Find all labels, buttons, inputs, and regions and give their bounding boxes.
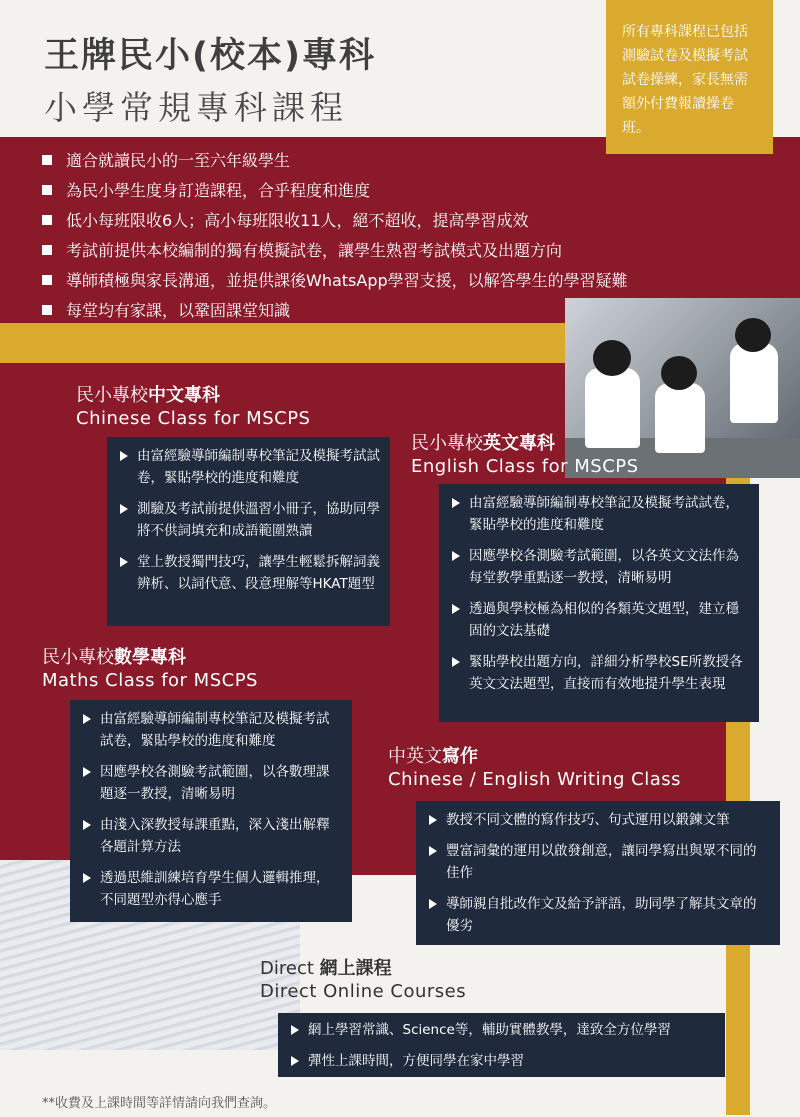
writing-point: 豐富詞彙的運用以啟發創意，讓同學寫出與眾不同的佳作: [420, 840, 768, 884]
feature-text: 為民小學生度身訂造課程，合乎程度和進度: [66, 181, 371, 200]
english-heading-en: English Class for MSCPS: [411, 456, 639, 477]
feature-text: 適合就讀民小的一至六年級學生: [66, 151, 291, 170]
feature-text: 考試前提供本校編制的獨有模擬試卷，讓學生熟習考試模式及出題方向: [66, 241, 563, 260]
triangle-bullet-icon: [120, 557, 128, 567]
maths-point: 由富經驗導師編制專校筆記及模擬考試試卷，緊貼學校的進度和難度: [74, 708, 342, 752]
chinese-heading-bold: 中文專科: [148, 385, 220, 406]
gold-bar-left: [0, 323, 12, 343]
triangle-bullet-icon: [83, 767, 91, 777]
triangle-bullet-icon: [291, 1025, 299, 1035]
triangle-bullet-icon: [83, 873, 91, 883]
feature-item: [42, 210, 628, 240]
footnote: **收費及上課時間等詳情請向我們查詢。: [42, 1096, 277, 1111]
square-bullet-icon: [42, 275, 52, 285]
feature-item: [42, 180, 628, 210]
english-point: 透過與學校極為相似的各類英文題型，建立穩固的文法基礎: [443, 598, 747, 642]
photo-student: [730, 343, 778, 423]
maths-heading-prefix: 民小專校: [42, 647, 114, 668]
triangle-bullet-icon: [452, 604, 460, 614]
square-bullet-icon: [42, 305, 52, 315]
writing-heading-prefix: 中英文: [388, 746, 442, 767]
photo-student-head: [593, 340, 631, 376]
english-heading-prefix: 民小專校: [411, 433, 483, 454]
writing-points-box: [416, 801, 780, 945]
triangle-bullet-icon: [452, 551, 460, 561]
english-heading-bold: 英文專科: [483, 433, 555, 454]
english-point: 由富經驗導師編制專校筆記及模擬考試試卷，緊貼學校的進度和難度: [443, 492, 747, 536]
english-points-box: [439, 484, 759, 722]
page-subtitle: 小學常規專科課程: [44, 88, 348, 127]
chinese-point: 堂上教授獨門技巧，讓學生輕鬆拆解詞義辨析、以詞代意、段意理解等HKAT題型: [111, 551, 380, 595]
feature-text: 導師積極與家長溝通，並提供課後WhatsApp學習支援，以解答學生的學習疑難: [66, 271, 628, 290]
feature-item: [42, 150, 628, 180]
writing-heading-bold: 寫作: [442, 746, 478, 767]
chinese-point: 測驗及考試前提供溫習小冊子，協助同學將不供詞填充和成語範圍熟讀: [111, 498, 380, 542]
feature-text: 低小每班限收6人；高小每班限收11人，絕不超收，提高學習成效: [66, 211, 529, 230]
chinese-heading-en: Chinese Class for MSCPS: [76, 408, 311, 429]
online-heading: [260, 958, 466, 1004]
info-note: 所有專科課程已包括測驗試卷及模擬考試試卷操練，家長無需額外付費報讀操卷班。: [606, 0, 773, 154]
triangle-bullet-icon: [429, 846, 437, 856]
writing-point: 導師親自批改作文及給予評語，助同學了解其文章的優劣: [420, 893, 768, 937]
photo-student: [655, 383, 705, 453]
english-point: 因應學校各測驗考試範圍，以各英文文法作為每堂教學重點逐一教授，清晰易明: [443, 545, 747, 589]
triangle-bullet-icon: [291, 1056, 299, 1066]
square-bullet-icon: [42, 215, 52, 225]
triangle-bullet-icon: [83, 714, 91, 724]
square-bullet-icon: [42, 185, 52, 195]
triangle-bullet-icon: [120, 451, 128, 461]
feature-item: [42, 270, 628, 300]
triangle-bullet-icon: [429, 899, 437, 909]
feature-list: [42, 150, 628, 330]
triangle-bullet-icon: [452, 657, 460, 667]
maths-heading-bold: 數學專科: [114, 647, 186, 668]
maths-point: 透過思維訓練培育學生個人邏輯推理，不同題型亦得心應手: [74, 867, 342, 911]
triangle-bullet-icon: [452, 498, 460, 508]
online-points-box: [278, 1013, 725, 1077]
online-point: 網上學習常識、Science等，輔助實體教學，達致全方位學習: [282, 1019, 713, 1041]
writing-point: 教授不同文體的寫作技巧、句式運用以鍛鍊文筆: [420, 809, 768, 831]
online-heading-bold: 網上課程: [319, 958, 392, 979]
maths-points-box: [70, 700, 352, 922]
maths-point: 由淺入深教授每課重點，深入淺出解釋各題計算方法: [74, 814, 342, 858]
triangle-bullet-icon: [120, 504, 128, 514]
chinese-heading: [76, 385, 311, 431]
chinese-point: 由富經驗導師編制專校筆記及模擬考試試卷，緊貼學校的進度和難度: [111, 445, 380, 489]
square-bullet-icon: [42, 155, 52, 165]
feature-item: [42, 240, 628, 270]
photo-student-head: [661, 356, 697, 390]
writing-heading-en: Chinese / English Writing Class: [388, 769, 681, 790]
english-point: 緊貼學校出題方向，詳細分析學校SE所教授各英文文法題型，直接而有效地提升學生表現: [443, 651, 747, 695]
feature-item: [42, 300, 628, 330]
online-heading-prefix: Direct: [260, 958, 320, 979]
english-heading: [411, 433, 639, 479]
photo-student-head: [735, 318, 771, 352]
page-title: 王牌民小(校本)專科: [44, 36, 376, 76]
maths-heading-en: Maths Class for MSCPS: [42, 670, 258, 691]
triangle-bullet-icon: [429, 815, 437, 825]
square-bullet-icon: [42, 245, 52, 255]
chinese-points-box: [107, 437, 390, 626]
feature-text: 每堂均有家課，以鞏固課堂知識: [66, 301, 291, 320]
online-heading-en: Direct Online Courses: [260, 981, 467, 1002]
triangle-bullet-icon: [83, 820, 91, 830]
maths-point: 因應學校各測驗考試範圍，以各數理課題逐一教授，清晰易明: [74, 761, 342, 805]
online-point: 彈性上課時間，方便同學在家中學習: [282, 1050, 713, 1072]
writing-heading: [388, 746, 681, 792]
maths-heading: [42, 647, 258, 693]
chinese-heading-prefix: 民小專校: [76, 385, 148, 406]
